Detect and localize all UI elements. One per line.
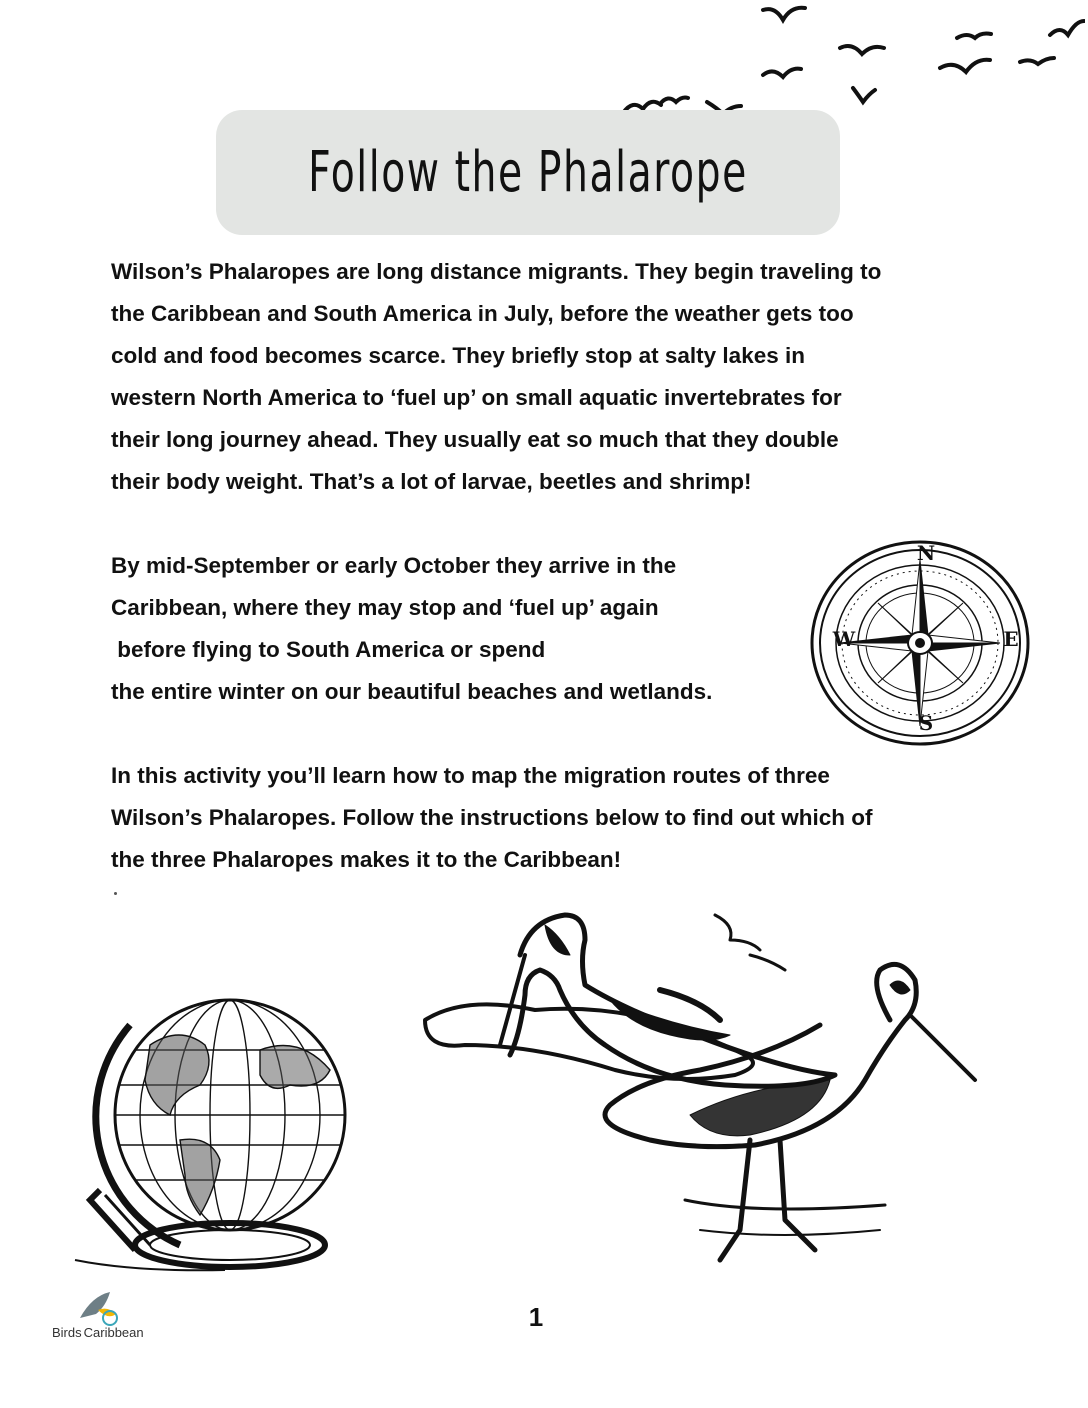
title-banner <box>216 110 840 235</box>
arrival-line: the entire winter on our beautiful beaches and wetlands. <box>111 679 713 704</box>
arrival-line: By mid-September or early October they arrive in the <box>111 553 677 578</box>
activity-line: Wilson’s Phalaropes. Follow the instructions below to find out which of <box>111 805 873 830</box>
logo-text-caribbean: Caribbean <box>83 1325 144 1340</box>
activity-line: In this activity you’ll learn how to map the migration routes of three <box>111 763 830 788</box>
intro-line: the Caribbean and South America in July, before the weather gets too <box>111 301 854 326</box>
flying-birds-icon <box>615 0 1085 125</box>
birdscaribbean-logo-icon <box>70 1288 130 1328</box>
intro-line: cold and food becomes scarce. They briefly stop at salty lakes in <box>111 343 805 368</box>
arrival-line: Caribbean, where they may stop and ‘fuel up’ again <box>111 595 659 620</box>
phalarope-birds-icon <box>420 900 980 1280</box>
activity-line: the three Phalaropes makes it to the Caribbean! <box>111 847 622 872</box>
intro-line: western North America to ‘fuel up’ on small aquatic invertebrates for <box>111 385 842 410</box>
intro-line: their long journey ahead. They usually eat so much that they double <box>111 427 839 452</box>
globe-icon <box>60 990 360 1280</box>
page-number: 1 <box>528 1302 544 1332</box>
intro-line: their body weight. That’s a lot of larvae, beetles and shrimp! <box>111 469 752 494</box>
stray-dot <box>114 892 117 895</box>
compass-north: N <box>916 541 936 565</box>
logo-wordmark <box>52 1325 144 1340</box>
arrival-paragraph <box>111 545 712 713</box>
compass-south: S <box>918 711 934 735</box>
intro-paragraph <box>111 251 881 503</box>
arrival-line: before flying to South America or spend <box>111 637 546 662</box>
logo-text-birds: Birds <box>52 1325 82 1340</box>
compass-icon <box>808 538 1033 748</box>
compass-east: E <box>1003 627 1019 651</box>
intro-line: Wilson’s Phalaropes are long distance migrants. They begin traveling to <box>111 259 882 284</box>
compass-west: W <box>832 627 856 651</box>
page-title: Follow the Phalarope <box>308 140 748 205</box>
activity-paragraph <box>111 755 872 881</box>
